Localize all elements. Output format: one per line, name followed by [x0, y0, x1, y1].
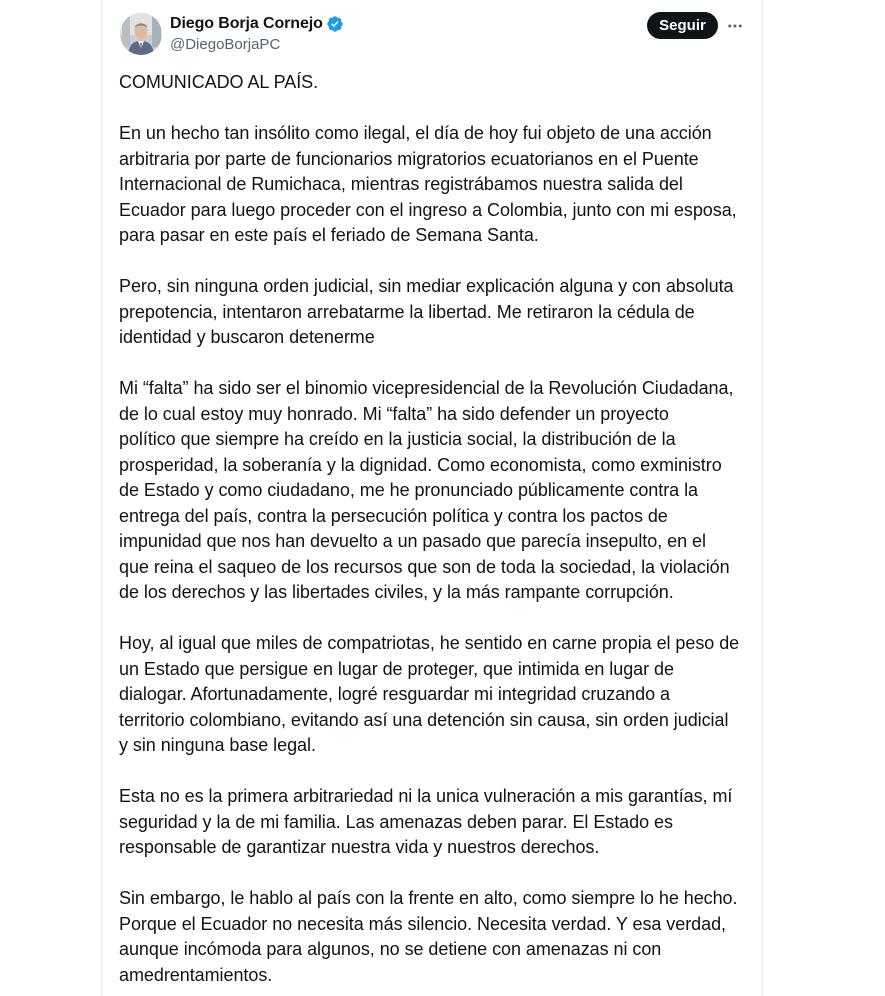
- tweet-card: [101, 0, 763, 996]
- tweet-paragraph: Esta no es la primera arbitrariedad ni la unica vulneración a mis garantías, mí seguridad y la de mi familia. Las amenazas deben parar. El Estado es responsable de garantizar nuestra vida y nuestros derechos.: [119, 786, 733, 857]
- avatar-photo: [120, 13, 162, 55]
- author-info: [170, 13, 344, 55]
- avatar[interactable]: [120, 13, 162, 55]
- author-display-name[interactable]: Diego Borja Cornejo: [170, 15, 323, 32]
- more-options-icon[interactable]: [724, 15, 746, 37]
- tweet-header: [102, 0, 762, 64]
- tweet-text: [119, 70, 751, 996]
- tweet-paragraph: COMUNICADO AL PAÍS.: [119, 72, 319, 92]
- tweet-paragraph: Mi “falta” ha sido ser el binomio vicepresidencial de la Revolución Ciudadana, de lo cual estoy muy honrado. Mi “falta” ha sido defender un proyecto político que siempre ha creído en la justicia social, la distribución de la prosperidad, la soberanía y la dignidad. Como economista, como exministro de Estado y como ciudadano, me he pronunciado públicamente contra la entrega del país, contra la persecución política y contra los pactos de impunidad que nos han devuelto a un pasado que parecía insepulto, en el que reina el saqueo de los recursos que son de toda la sociedad, la violación de los derechos y las libertades civiles, y la más rampante corrupción.: [119, 378, 734, 602]
- author-handle[interactable]: @DiegoBorjaPC: [170, 36, 281, 53]
- follow-button[interactable]: Seguir: [647, 12, 718, 39]
- tweet-paragraph: Pero, sin ninguna orden judicial, sin mediar explicación alguna y con absoluta prepotencia, intentaron arrebatarme la libertad. Me retiraron la cédula de identidad y buscaron detenerme: [119, 276, 734, 347]
- tweet-paragraph: En un hecho tan insólito como ilegal, el día de hoy fui objeto de una acción arbitraria por parte de funcionarios migratorios ecuatorianos en el Puente Internacional de Rumichaca, mientras registrábamos nuestra salida del Ecuador para luego proceder con el ingreso a Colombia, junto con mi esposa, para pasar en este país el feriado de Semana Santa.: [119, 123, 737, 245]
- verified-badge-icon: [326, 15, 344, 33]
- tweet-paragraph: Hoy, al igual que miles de compatriotas, he sentido en carne propia el peso de un Estado que persigue en lugar de proteger, que intimida en lugar de dialogar. Afortunadamente, logré resguardar mi integridad cruzando a territorio colombiano, evitando así una detención sin causa, sin orden judicial y sin ninguna base legal.: [119, 633, 740, 755]
- tweet-paragraph: Sin embargo, le hablo al país con la frente en alto, como siempre lo he hecho. Porque el Ecuador no necesita más silencio. Necesita verdad. Y esa verdad, aunque incómoda para algunos, no se detiene con amenazas ni con amedrentamientos.: [119, 888, 738, 985]
- display-name-row: [170, 13, 344, 35]
